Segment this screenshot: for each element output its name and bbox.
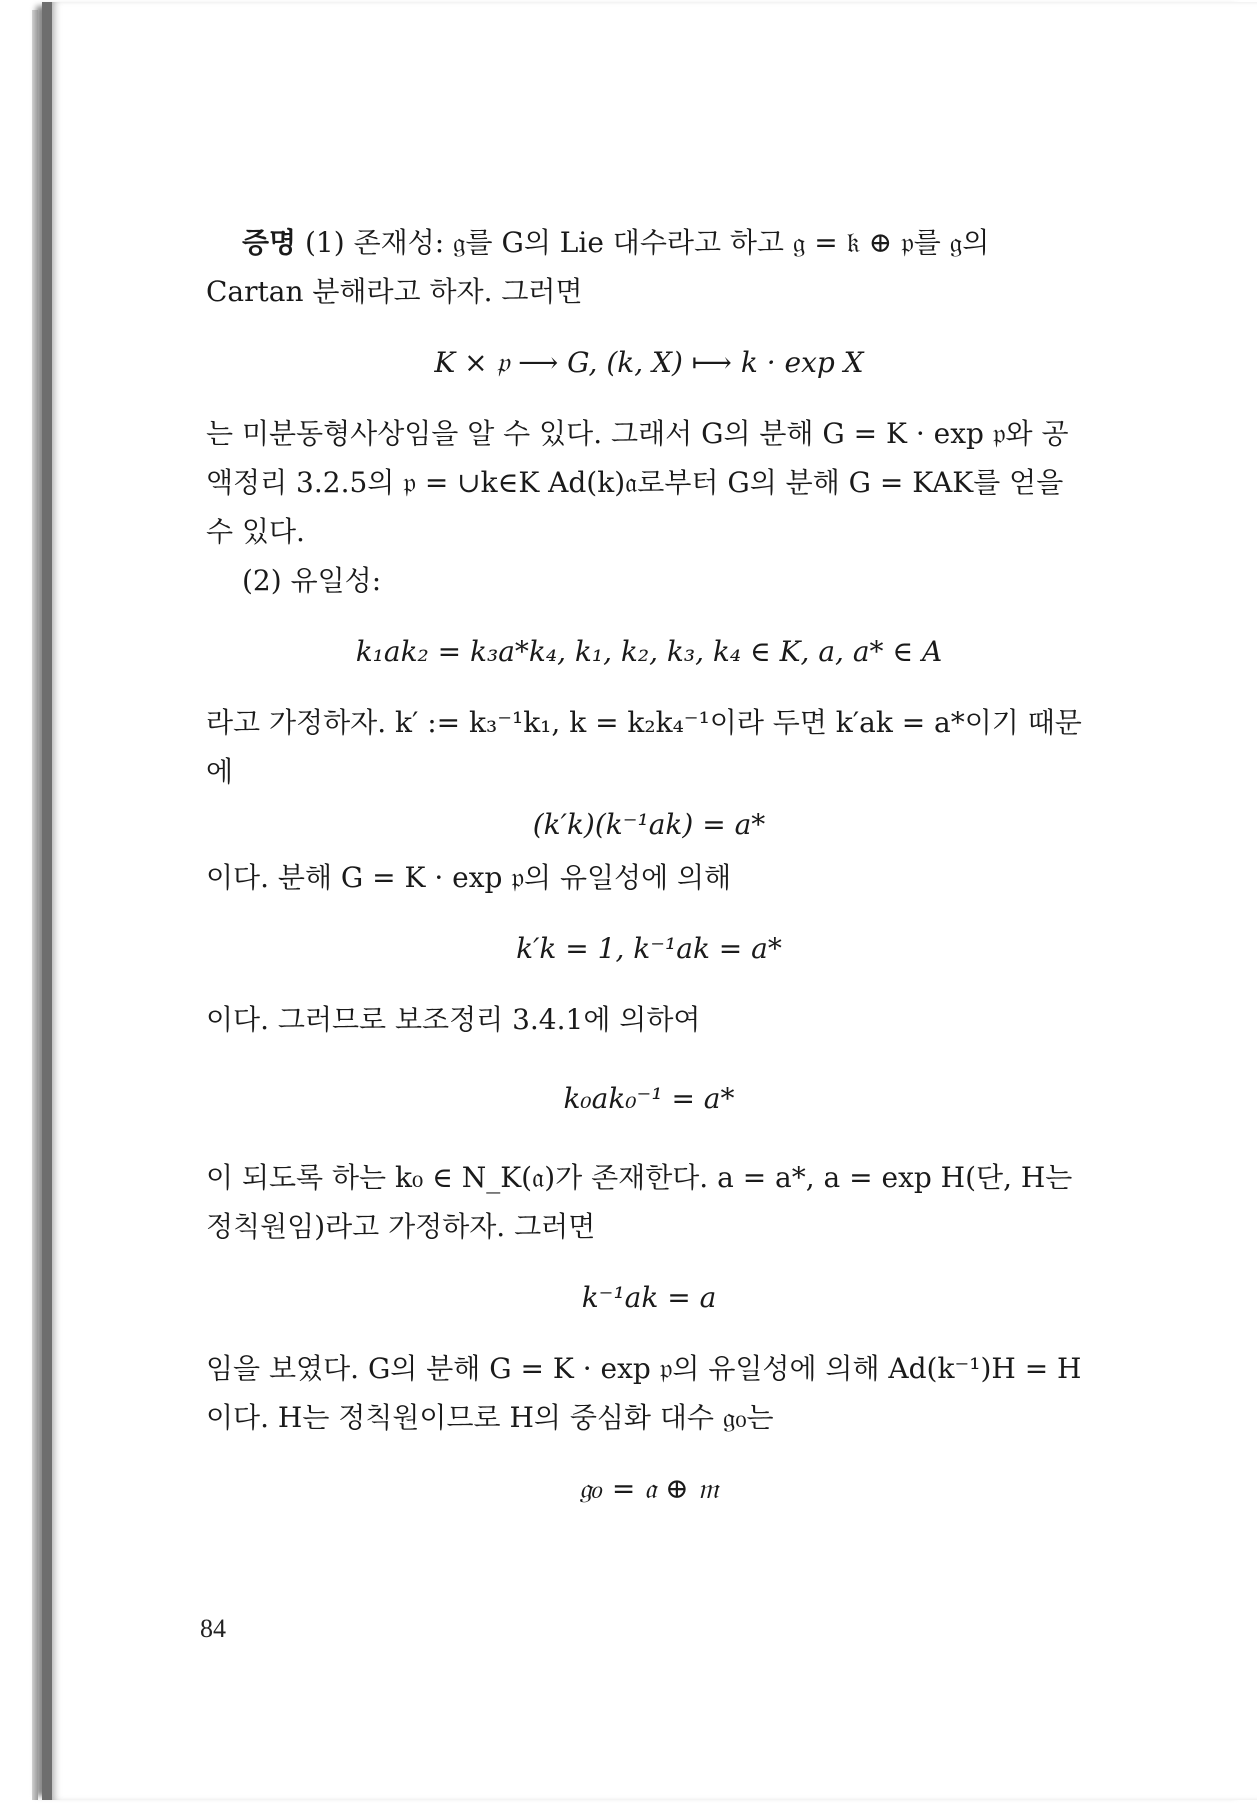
uniqueness-heading: (2) 유일성: (242, 564, 382, 597)
proof-label: 증명 (242, 226, 297, 259)
proof-paragraph-8: 임을 보였다. G의 분해 G = K · exp 𝔭의 유일성에 의해 Ad(k⁻¹)H = H이다. H는 정칙원이므로 H의 중심화 대수 𝔤₀는 (206, 1352, 1082, 1434)
page-edge (32, 10, 38, 1800)
proof-paragraph-6: 이다. 그러므로 보조정리 3.4.1에 의하여 (206, 1003, 701, 1036)
equation-2: k₁ak₂ = k₃a*k₄, k₁, k₂, k₃, k₄ ∈ K, a, a* ∈ A (355, 635, 943, 668)
equation-1: K × 𝔭 ⟶ G, (k, X) ⟼ k · exp X (434, 346, 864, 379)
proof-paragraph-1 (206, 218, 1092, 316)
equation-4: k′k = 1, k⁻¹ak = a* (516, 932, 782, 965)
proof-paragraph-2: 는 미분동형사상임을 알 수 있다. 그래서 G의 분해 G = K · exp 𝔭와 공액정리 3.2.5의 𝔭 = ∪k∈K Ad(k)𝔞로부터 G의 분해 G = KAK를 얻을 수 있다. (206, 417, 1069, 548)
equation-5: k₀ak₀⁻¹ = a* (563, 1082, 735, 1115)
equation-7: 𝔤₀ = 𝔞 ⊕ 𝔪 (579, 1472, 719, 1505)
equation-3: (k′k)(k⁻¹ak) = a* (532, 808, 766, 841)
proof-body (206, 218, 1092, 1513)
proof-paragraph-7: 이 되도록 하는 k₀ ∈ N_K(𝔞)가 존재한다. a = a*, a = exp H(단, H는 정칙원임)라고 가정하자. 그러면 (206, 1161, 1073, 1243)
proof-paragraph-5: 이다. 분해 G = K · exp 𝔭의 유일성에 의해 (206, 861, 732, 894)
page-number: 84 (200, 1614, 226, 1643)
proof-paragraph-4: 라고 가정하자. k′ := k₃⁻¹k₁, k = k₂k₄⁻¹이라 두면 k′ak = a*이기 때문에 (206, 706, 1082, 788)
existence-text: (1) 존재성: 𝔤를 G의 Lie 대수라고 하고 𝔤 = 𝔨 ⊕ 𝔭를 𝔤의 Cartan 분해라고 하자. 그러면 (206, 226, 990, 308)
equation-6: k⁻¹ak = a (581, 1281, 717, 1314)
